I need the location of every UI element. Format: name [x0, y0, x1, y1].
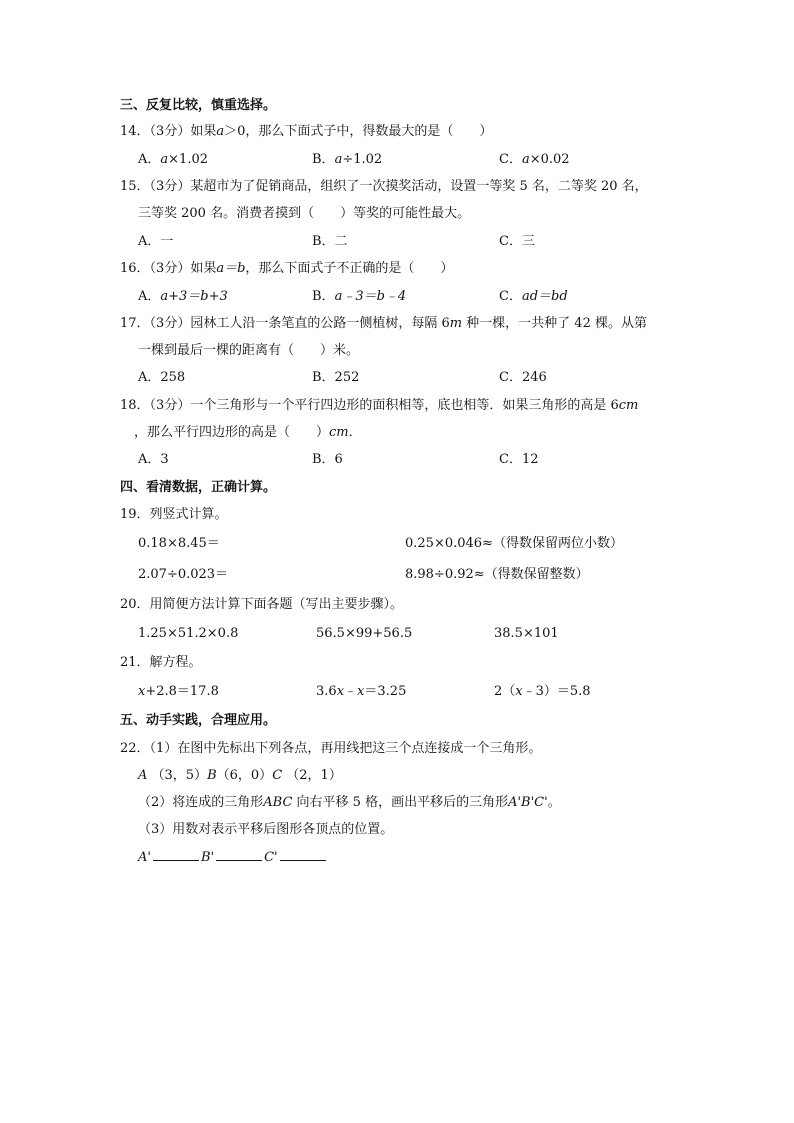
q14-stem-post: ＞0，那么下面式子中，得数最大的是（ ） [224, 124, 493, 139]
q16-stem-pre: 16．（3分）如果 [120, 261, 217, 276]
q17-option-b[interactable]: B．252 [312, 370, 360, 385]
q20-expr-1: 1.25×51.2×0.8 [138, 626, 239, 641]
q22-point-c-label: C [272, 768, 283, 783]
q22-line-3 [138, 794, 561, 812]
question-14 [120, 123, 492, 141]
q15-line-2: 三等奖 200 名。消费者摸到（ ）等奖的可能性最大。 [138, 206, 471, 221]
q22-triangle-abc-prime: A'B'C' [508, 795, 548, 810]
q19-expr-2: 0.25×0.046≈（得数保留两位小数） [405, 536, 623, 551]
q22-answer-a-blank[interactable] [153, 848, 199, 861]
q18-unit-cm: cm [618, 398, 639, 413]
q18-option-b[interactable]: B．6 [312, 452, 343, 467]
q16-option-b-eq: a﹣3＝b﹣4 [334, 289, 407, 304]
q22-point-a-coords: （3，5） [151, 768, 208, 783]
q15-option-c[interactable]: C．三 [499, 234, 535, 249]
q21-equation-1 [138, 683, 219, 701]
q19-expr-4: 8.98÷0.92≈（得数保留整数） [405, 567, 589, 582]
section-5-title: 五、动手实践，合理应用。 [120, 713, 277, 728]
q14-option-c[interactable] [499, 151, 570, 169]
q22-answer-c-blank[interactable] [280, 848, 326, 861]
q17-line-1 [120, 315, 647, 333]
q18-option-a[interactable]: A．3 [138, 452, 169, 467]
q21-eq1-rest: +2.8＝17.8 [145, 684, 219, 699]
q22-answer-b-label: B' [200, 850, 215, 865]
section-4-title: 四、看清数据，正确计算。 [120, 480, 277, 495]
q14-option-a-text: ×1.02 [168, 152, 208, 167]
q22-answer-a-label: A' [138, 850, 151, 865]
q21-title: 21．解方程。 [120, 655, 202, 670]
q14-var-a: a [216, 124, 225, 139]
q21-eq3-rest: ﹣3）＝5.8 [522, 684, 591, 699]
q14-option-a[interactable] [138, 151, 208, 169]
q21-equation-3 [494, 683, 591, 701]
q14-option-c-letter: C． [499, 152, 522, 167]
q16-option-c-eq: ad＝bd [521, 289, 568, 304]
q21-equation-2 [316, 683, 406, 701]
q16-option-b[interactable] [312, 288, 406, 306]
q22-answer-row [138, 848, 328, 867]
q22-point-b-coords: （6，0） [216, 768, 273, 783]
q21-eq2-mid: ﹣ [344, 684, 358, 699]
q21-eq3-var: x [515, 684, 523, 699]
q18-line-1 [120, 397, 638, 415]
q22-point-b-label: B [207, 768, 217, 783]
q14-option-b[interactable] [312, 151, 382, 169]
q19-expr-1: 0.18×8.45＝ [138, 536, 220, 551]
q21-eq2-var2: x [357, 684, 365, 699]
q16-stem-post: ，那么下面式子不正确的是（ ） [245, 261, 454, 276]
q22-point-c-coords: （2，1） [286, 768, 342, 783]
q21-eq3-pre: 2（ [494, 684, 516, 699]
q16-option-c-letter: C． [499, 289, 522, 304]
q17-line-2: 一棵到最后一棵的距离有（ ）米。 [138, 343, 360, 358]
q14-option-b-var: a [334, 152, 343, 167]
q20-expr-3: 38.5×101 [494, 626, 559, 641]
q15-line-1: 15．（3分）某超市为了促销商品，组织了一次摸奖活动，设置一等奖 5 名，二等奖 20 名， [120, 179, 648, 194]
question-16 [120, 260, 453, 278]
q22-line-3-post: 。 [547, 795, 561, 810]
q18-line-1-text: 18．（3分）一个三角形与一个平行四边形的面积相等，底也相等．如果三角形的高是 6 [120, 398, 619, 413]
q14-option-c-text: ×0.02 [529, 152, 570, 167]
q14-option-a-var: a [160, 152, 169, 167]
q16-option-a-letter: A． [138, 289, 161, 304]
q17-line-1-pre: 17．（3分）园林工人沿一条笔直的公路一侧植树，每隔 6 [120, 316, 450, 331]
q22-line-1: 22．（1）在图中先标出下列各点，再用线把这三个点连接成一个三角形。 [120, 741, 542, 756]
q18-option-c[interactable]: C．12 [499, 452, 539, 467]
q18-line-2 [134, 424, 362, 442]
q16-option-a-eq: a+3＝b+3 [160, 289, 228, 304]
q22-answer-c-label: C' [264, 850, 278, 865]
q15-option-a[interactable]: A．一 [138, 234, 174, 249]
q14-option-c-var: a [521, 152, 530, 167]
q17-unit-m: m [449, 316, 463, 331]
q21-eq2-var: x [336, 684, 345, 699]
q22-points [138, 767, 342, 785]
q16-option-a[interactable] [138, 288, 228, 306]
q21-eq2-rest: ＝3.25 [364, 684, 407, 699]
q18-line-2-unit: cm [329, 425, 349, 440]
section-3-title: 三、反复比较，慎重选择。 [120, 98, 277, 113]
q22-triangle-abc: ABC [263, 795, 293, 810]
q22-line-3-pre: （2）将连成的三角形 [138, 795, 264, 810]
q17-option-a[interactable]: A．258 [138, 370, 186, 385]
q16-condition: a＝b [216, 261, 246, 276]
q22-answer-b-blank[interactable] [216, 848, 262, 861]
q20-expr-2: 56.5×99+56.5 [316, 626, 413, 641]
q20-title: 20．用简便方法计算下面各题（写出主要步骤）。 [120, 597, 404, 612]
q19-expr-3: 2.07÷0.023＝ [138, 567, 229, 582]
q16-option-c[interactable] [499, 288, 568, 306]
q14-stem-pre: 14．（3分）如果 [120, 124, 217, 139]
q14-option-b-letter: B． [312, 152, 335, 167]
q22-line-4: （3）用数对表示平移后图形各顶点的位置。 [138, 822, 394, 837]
q22-line-3-mid: 向右平移 5 格，画出平移后的三角形 [292, 795, 509, 810]
q16-option-b-letter: B． [312, 289, 335, 304]
q21-eq2-pre: 3.6 [316, 684, 337, 699]
q21-eq1-var: x [138, 684, 146, 699]
q14-option-a-letter: A． [138, 152, 161, 167]
q17-option-c[interactable]: C．246 [499, 370, 547, 385]
q15-option-b[interactable]: B．二 [312, 234, 348, 249]
q19-title: 19．列竖式计算。 [120, 507, 228, 522]
q14-option-b-text: ÷1.02 [342, 152, 383, 167]
q18-line-2-post: ． [348, 425, 362, 440]
q18-line-2-pre: ，那么平行四边形的高是（ ） [134, 425, 330, 440]
q22-point-a-label: A [138, 768, 148, 783]
q17-line-1-post: 种一棵，一共种了 42 棵。从第 [462, 316, 647, 331]
